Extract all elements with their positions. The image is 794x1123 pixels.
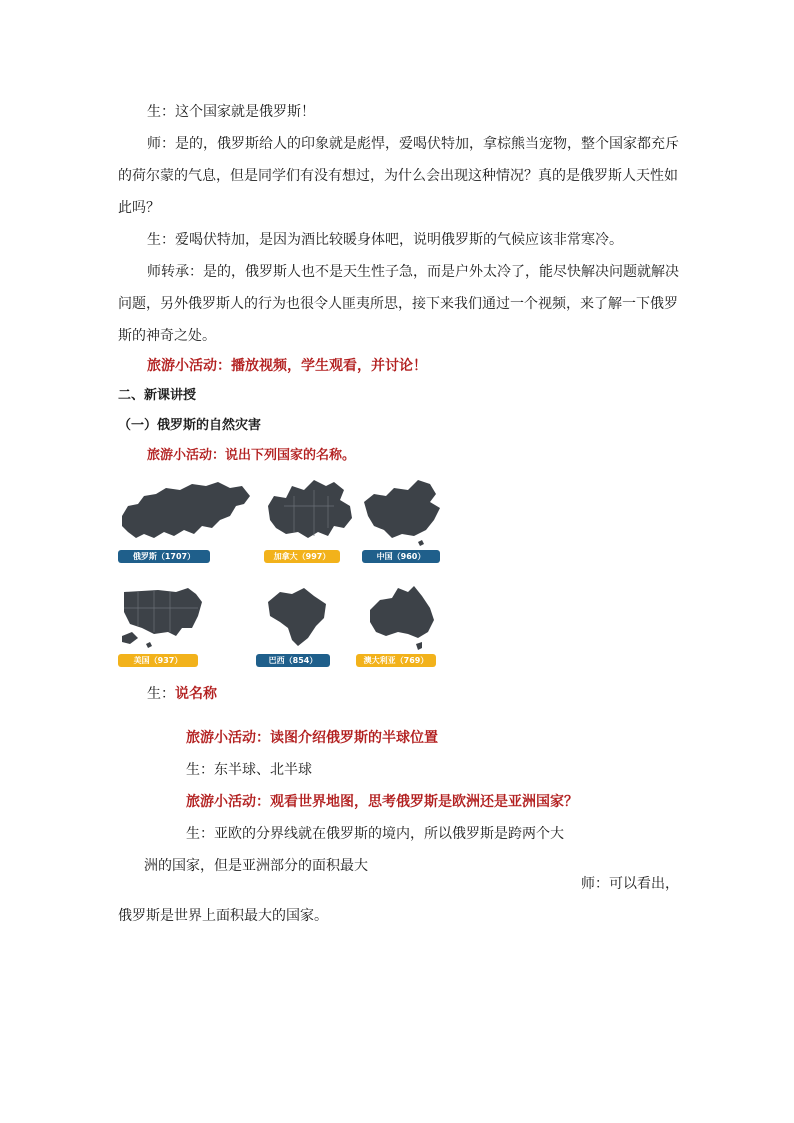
activity-hemisphere: 旅游小活动：读图介绍俄罗斯的半球位置 — [186, 730, 438, 746]
subsection-heading: （一）俄罗斯的自然灾害 — [118, 418, 262, 433]
canada-map-icon — [264, 476, 356, 544]
australia-badge: 澳大利亚（769） — [356, 654, 436, 667]
canada-badge: 加拿大（997） — [264, 550, 340, 563]
student-continent-b: 洲的国家，但是亚洲部分的面积最大 — [144, 858, 368, 874]
student-continent-a: 生：亚欧的分界线就在俄罗斯的境内，所以俄罗斯是跨两个大 — [186, 826, 564, 842]
activity-video: 旅游小活动：播放视频，学生观看，并讨论！ — [147, 358, 427, 374]
activity-continent: 旅游小活动：观看世界地图，思考俄罗斯是欧洲还是亚洲国家？ — [186, 794, 578, 810]
student-line-2: 生：爱喝伏特加，是因为酒比较暖身体吧，说明俄罗斯的气候应该非常寒冷。 — [147, 232, 623, 248]
brazil-map-icon — [262, 582, 332, 652]
teacher-line-1c: 此吗？ — [118, 200, 160, 216]
usa-badge: 美国（937） — [118, 654, 198, 667]
teacher-transition-b: 问题，另外俄罗斯人的行为也很令人匪夷所思，接下来我们通过一个视频，来了解一下俄罗 — [118, 296, 678, 312]
australia-map-icon — [364, 582, 438, 652]
section-heading: 二、新课讲授 — [118, 388, 197, 403]
teacher-transition-c: 斯的神奇之处。 — [118, 328, 216, 344]
russia-badge: 俄罗斯（1707） — [118, 550, 210, 563]
activity-name-countries: 旅游小活动：说出下列国家的名称。 — [147, 448, 356, 463]
student-hemisphere: 生：东半球、北半球 — [186, 762, 312, 778]
student-say-names: 生：说名称 — [147, 686, 217, 702]
russia-map-icon — [118, 476, 252, 548]
teacher-conclusion-b: 俄罗斯是世界上面积最大的国家。 — [118, 908, 328, 924]
china-map-icon — [360, 476, 444, 546]
teacher-transition-a: 师转承：是的，俄罗斯人也不是天生性子急，而是户外太冷了，能尽快解决问题就解决 — [147, 264, 679, 280]
brazil-badge: 巴西（854） — [256, 654, 330, 667]
teacher-conclusion-a: 师：可以看出， — [581, 876, 679, 892]
china-badge: 中国（960） — [362, 550, 440, 563]
teacher-line-1b: 的荷尔蒙的气息，但是同学们有没有想过，为什么会出现这种情况？真的是俄罗斯人天性如 — [118, 168, 678, 184]
student-say-names-text: 说名称 — [175, 686, 217, 702]
teacher-line-1a: 师：是的，俄罗斯给人的印象就是彪悍，爱喝伏特加，拿棕熊当宠物，整个国家都充斥 — [147, 136, 679, 152]
usa-map-icon — [118, 582, 208, 652]
student-line-1: 生：这个国家就是俄罗斯！ — [147, 104, 315, 120]
